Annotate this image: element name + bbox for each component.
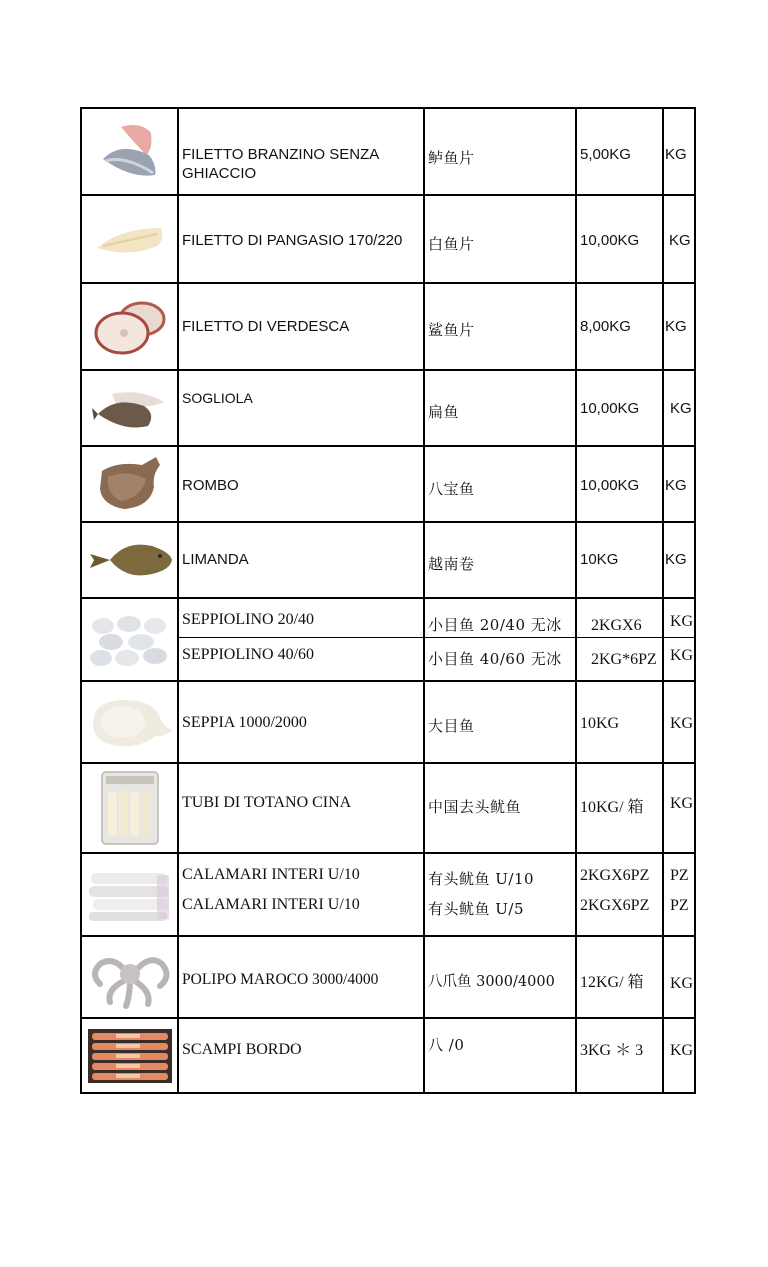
product-pack: 10KG bbox=[580, 715, 620, 732]
product-unit: KG bbox=[665, 318, 687, 335]
product-name: POLIPO MAROCO 3000/4000 bbox=[182, 971, 379, 988]
product-pack: 5,00KG bbox=[580, 146, 631, 163]
whole-squid-photo bbox=[87, 867, 173, 923]
product-image-cell bbox=[82, 854, 179, 935]
product-unit: KG bbox=[670, 715, 694, 732]
product-unit: KG bbox=[670, 975, 694, 992]
sea-bass-fillet-photo bbox=[91, 119, 169, 185]
product-table bbox=[80, 107, 696, 1094]
product-unit: KG bbox=[670, 647, 694, 664]
product-pack: 2KG*6PZ bbox=[591, 651, 657, 668]
table-row bbox=[80, 1019, 696, 1094]
product-name: SEPPIOLINO 20/40 bbox=[182, 611, 315, 628]
product-chinese-name: 八宝鱼 bbox=[428, 480, 475, 498]
table-row bbox=[80, 196, 696, 284]
product-pack: 2KGX6 bbox=[591, 617, 642, 634]
product-name: ROMBO bbox=[182, 477, 239, 494]
product-image-cell bbox=[82, 284, 179, 369]
table-row bbox=[80, 371, 696, 447]
product-image-cell bbox=[82, 937, 179, 1017]
product-pack: 8,00KG bbox=[580, 318, 631, 335]
product-chinese-name: 有头鱿鱼 U/5 bbox=[428, 900, 525, 918]
scampi-tray-photo bbox=[86, 1027, 174, 1085]
product-chinese-name: 有头鱿鱼 U/10 bbox=[428, 870, 535, 888]
product-name: FILETTO BRANZINO SENZA GHIACCIO bbox=[182, 146, 379, 182]
product-pack: 2KGX6PZ bbox=[580, 897, 650, 914]
product-name: LIMANDA bbox=[182, 551, 249, 568]
product-pack: 10,00KG bbox=[580, 477, 640, 494]
product-chinese-name: 小目鱼 40/60 无冰 bbox=[428, 650, 562, 668]
pangasius-fillet-photo bbox=[91, 214, 169, 264]
product-name: SOGLIOLA bbox=[182, 390, 253, 406]
squid-tubes-bag-photo bbox=[100, 770, 160, 846]
product-pack: 3KG ＊ 3 bbox=[580, 1042, 644, 1059]
product-unit: PZ bbox=[670, 867, 689, 884]
product-name: FILETTO DI PANGASIO 170/220 bbox=[182, 232, 403, 249]
product-chinese-name: 大目鱼 bbox=[428, 717, 475, 735]
product-image-cell bbox=[82, 599, 179, 680]
octopus-photo bbox=[86, 944, 174, 1010]
product-image-cell bbox=[82, 523, 179, 597]
product-chinese-name: 中国去头鱿鱼 bbox=[428, 798, 522, 816]
table-row bbox=[80, 447, 696, 523]
product-pack: 10,00KG bbox=[580, 400, 640, 417]
product-unit: KG bbox=[670, 400, 692, 417]
product-image-cell bbox=[82, 682, 179, 762]
product-image-cell bbox=[82, 447, 179, 521]
blue-shark-steak-photo bbox=[90, 297, 170, 357]
product-unit: KG bbox=[670, 795, 694, 812]
table-row bbox=[80, 599, 696, 682]
product-name: FILETTO DI VERDESCA bbox=[182, 318, 350, 335]
product-name: TUBI DI TOTANO CINA bbox=[182, 794, 352, 811]
product-image-cell bbox=[82, 109, 179, 194]
table-row bbox=[80, 937, 696, 1019]
product-name: SCAMPI BORDO bbox=[182, 1041, 302, 1058]
product-unit: KG bbox=[665, 477, 687, 494]
product-unit: KG bbox=[669, 232, 691, 249]
product-name: CALAMARI INTERI U/10 bbox=[182, 896, 360, 913]
table-row bbox=[80, 682, 696, 764]
product-image-cell bbox=[82, 371, 179, 445]
product-name: SEPPIA 1000/2000 bbox=[182, 714, 307, 731]
table-row bbox=[80, 107, 696, 196]
product-chinese-name: 八爪鱼 3000/4000 bbox=[428, 974, 555, 990]
table-row bbox=[80, 854, 696, 937]
product-unit: KG bbox=[670, 613, 694, 630]
product-chinese-name: 白鱼片 bbox=[428, 235, 475, 253]
product-image-cell bbox=[82, 764, 179, 852]
product-pack: 10KG bbox=[580, 551, 619, 568]
product-name: SEPPIOLINO 40/60 bbox=[182, 646, 315, 663]
product-chinese-name: 鲈鱼片 bbox=[428, 149, 475, 167]
product-name: CALAMARI INTERI U/10 bbox=[182, 866, 360, 883]
sole-fish-photo bbox=[90, 380, 170, 436]
product-chinese-name: 扁鱼 bbox=[428, 403, 460, 421]
product-unit: PZ bbox=[670, 897, 689, 914]
product-pack: 2KGX6PZ bbox=[580, 867, 650, 884]
product-image-cell bbox=[82, 1019, 179, 1092]
product-unit: KG bbox=[670, 1042, 694, 1059]
table-row bbox=[80, 764, 696, 854]
product-chinese-name: 小目鱼 20/40 无冰 bbox=[428, 616, 562, 634]
product-unit: KG bbox=[665, 146, 687, 163]
table-row bbox=[80, 523, 696, 599]
product-chinese-name: 八 /0 bbox=[428, 1036, 465, 1054]
product-image-cell bbox=[82, 196, 179, 282]
product-pack: 10KG/ 箱 bbox=[580, 799, 644, 816]
dab-fish-photo bbox=[86, 538, 174, 582]
cuttlefish-photo bbox=[85, 692, 175, 752]
product-pack: 10,00KG bbox=[580, 232, 640, 249]
product-chinese-name: 越南卷 bbox=[428, 555, 475, 573]
product-unit: KG bbox=[665, 551, 687, 568]
table-row bbox=[80, 284, 696, 371]
product-pack: 12KG/ 箱 bbox=[580, 974, 644, 991]
baby-cuttlefish-photo bbox=[87, 612, 173, 668]
turbot-photo bbox=[90, 453, 170, 515]
product-chinese-name: 鲨鱼片 bbox=[428, 321, 475, 339]
